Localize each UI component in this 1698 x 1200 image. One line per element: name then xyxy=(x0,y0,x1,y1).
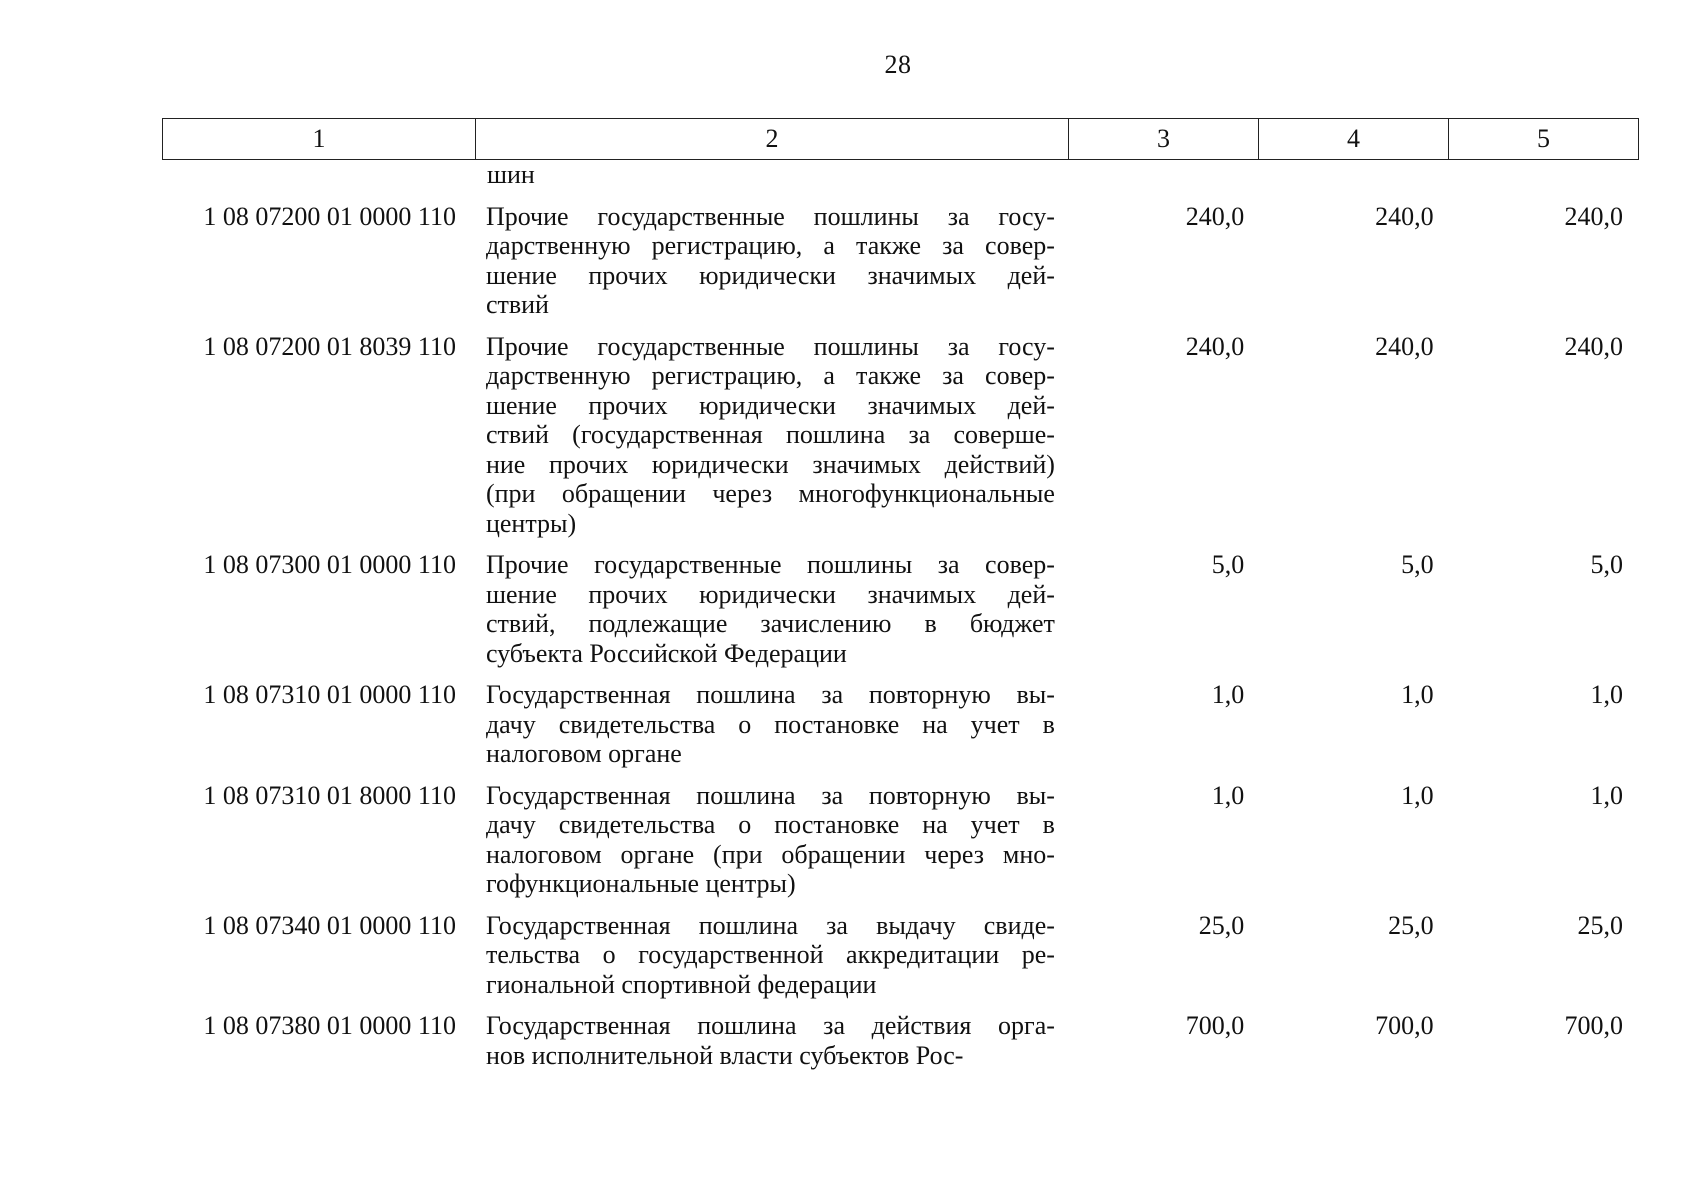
budget-code: 1 08 07200 01 8039 110 xyxy=(203,331,456,361)
amount-col-3: 1,0 xyxy=(1211,780,1245,810)
description-line: дарственную регистрацию, а также за совер- xyxy=(485,361,1055,390)
description-line: ствий (государственная пошлина за соверше- xyxy=(485,420,1055,449)
header-row xyxy=(163,119,1639,160)
income-description xyxy=(474,332,1065,539)
description-line: ние прочих юридически значимых действий) xyxy=(485,449,1055,479)
income-description xyxy=(474,911,1065,1000)
description-line: Прочие государственные пошлины за госу- xyxy=(485,201,1055,231)
income-description xyxy=(474,1011,1065,1070)
column-number-header xyxy=(162,118,1639,160)
row-spacer xyxy=(162,538,1633,550)
table-row xyxy=(162,1011,1633,1070)
description-line: ствий xyxy=(485,290,549,319)
amount-col-3: 240,0 xyxy=(1185,201,1245,231)
description-line: гиональной спортивной федерации xyxy=(485,969,877,999)
description-line: (при обращении через многофункциональные xyxy=(485,479,1055,508)
header-col-2: 2 xyxy=(476,119,1069,160)
page-number: 28 xyxy=(884,50,912,79)
description-line: Государственная пошлина за выдачу свиде- xyxy=(485,910,1055,940)
amount-col-3: 25,0 xyxy=(1198,910,1245,940)
amount-col-3: 1,0 xyxy=(1211,680,1245,709)
budget-code: 1 08 07310 01 8000 110 xyxy=(203,780,456,810)
amount-col-5: 700,0 xyxy=(1564,1011,1623,1040)
description-line: шение прочих юридически значимых дей- xyxy=(485,260,1055,290)
table-body xyxy=(162,160,1633,1070)
amount-col-4: 1,0 xyxy=(1401,780,1434,810)
header-col-1: 1 xyxy=(163,119,476,160)
amount-col-5: 1,0 xyxy=(1590,780,1623,810)
amount-col-4: 240,0 xyxy=(1375,331,1434,361)
income-description xyxy=(474,680,1065,769)
amount-col-3: 5,0 xyxy=(1211,550,1245,579)
amount-col-5: 240,0 xyxy=(1564,201,1623,231)
table-row xyxy=(162,911,1633,1000)
row-spacer xyxy=(162,899,1633,911)
table-row xyxy=(162,332,1633,539)
row-spacer xyxy=(162,769,1633,781)
description-line: центры) xyxy=(485,508,577,538)
table-row xyxy=(162,781,1633,899)
description-line: дачу свидетельства о постановке на учет в xyxy=(485,810,1055,839)
row-spacer xyxy=(162,190,1633,202)
table-row xyxy=(162,680,1633,769)
budget-code: 1 08 07200 01 0000 110 xyxy=(203,201,456,231)
description-line: ствий, подлежащие зачислению в бюджет xyxy=(485,609,1055,638)
budget-code: 1 08 07380 01 0000 110 xyxy=(203,1011,456,1040)
amount-col-4: 1,0 xyxy=(1401,680,1434,709)
description-line: тельства о государственной аккредитации ре- xyxy=(485,940,1055,969)
row-spacer xyxy=(162,320,1633,332)
description-line: шение прочих юридически значимых дей- xyxy=(485,390,1055,420)
table-row xyxy=(162,550,1633,668)
header-col-4: 4 xyxy=(1259,119,1449,160)
description-line: дарственную регистрацию, а также за совер- xyxy=(485,231,1055,260)
description-line: налоговом органе xyxy=(485,739,682,768)
description-line: субъекта Российской Федерации xyxy=(485,638,847,668)
income-description xyxy=(474,550,1065,668)
income-description xyxy=(474,781,1065,899)
description-line: Государственная пошлина за повторную вы- xyxy=(485,680,1055,709)
description-line: шение прочих юридически значимых дей- xyxy=(485,579,1055,609)
budget-code: 1 08 07310 01 0000 110 xyxy=(203,680,456,709)
description-line: гофункциональные центры) xyxy=(485,869,796,898)
amount-col-5: 1,0 xyxy=(1590,680,1623,709)
amount-col-5: 5,0 xyxy=(1590,550,1623,579)
amount-col-4: 5,0 xyxy=(1401,550,1434,579)
amount-col-4: 700,0 xyxy=(1375,1011,1434,1040)
header-col-5: 5 xyxy=(1449,119,1639,160)
amount-col-3: 700,0 xyxy=(1185,1011,1245,1040)
continuation-row xyxy=(162,160,1633,190)
row-spacer xyxy=(162,999,1633,1011)
amount-col-5: 240,0 xyxy=(1564,331,1623,361)
table-row xyxy=(162,202,1633,320)
budget-code: 1 08 07340 01 0000 110 xyxy=(203,910,456,940)
amount-col-4: 25,0 xyxy=(1388,910,1434,940)
description-line: Государственная пошлина за действия орга- xyxy=(485,1011,1055,1040)
continuation-text: шин xyxy=(487,160,535,189)
description-line: налоговом органе (при обращении через мно- xyxy=(485,839,1055,869)
income-description xyxy=(474,202,1065,320)
row-spacer xyxy=(162,668,1633,680)
description-line: Прочие государственные пошлины за совер- xyxy=(485,550,1055,579)
description-line: нов исполнительной власти субъектов Рос- xyxy=(485,1040,964,1070)
description-line: Прочие государственные пошлины за госу- xyxy=(485,331,1055,361)
amount-col-5: 25,0 xyxy=(1577,910,1623,940)
budget-code: 1 08 07300 01 0000 110 xyxy=(203,550,456,579)
amount-col-3: 240,0 xyxy=(1185,331,1245,361)
description-line: дачу свидетельства о постановке на учет в xyxy=(485,709,1055,739)
header-col-3: 3 xyxy=(1069,119,1259,160)
description-line: Государственная пошлина за повторную вы- xyxy=(485,780,1055,810)
amount-col-4: 240,0 xyxy=(1375,201,1434,231)
